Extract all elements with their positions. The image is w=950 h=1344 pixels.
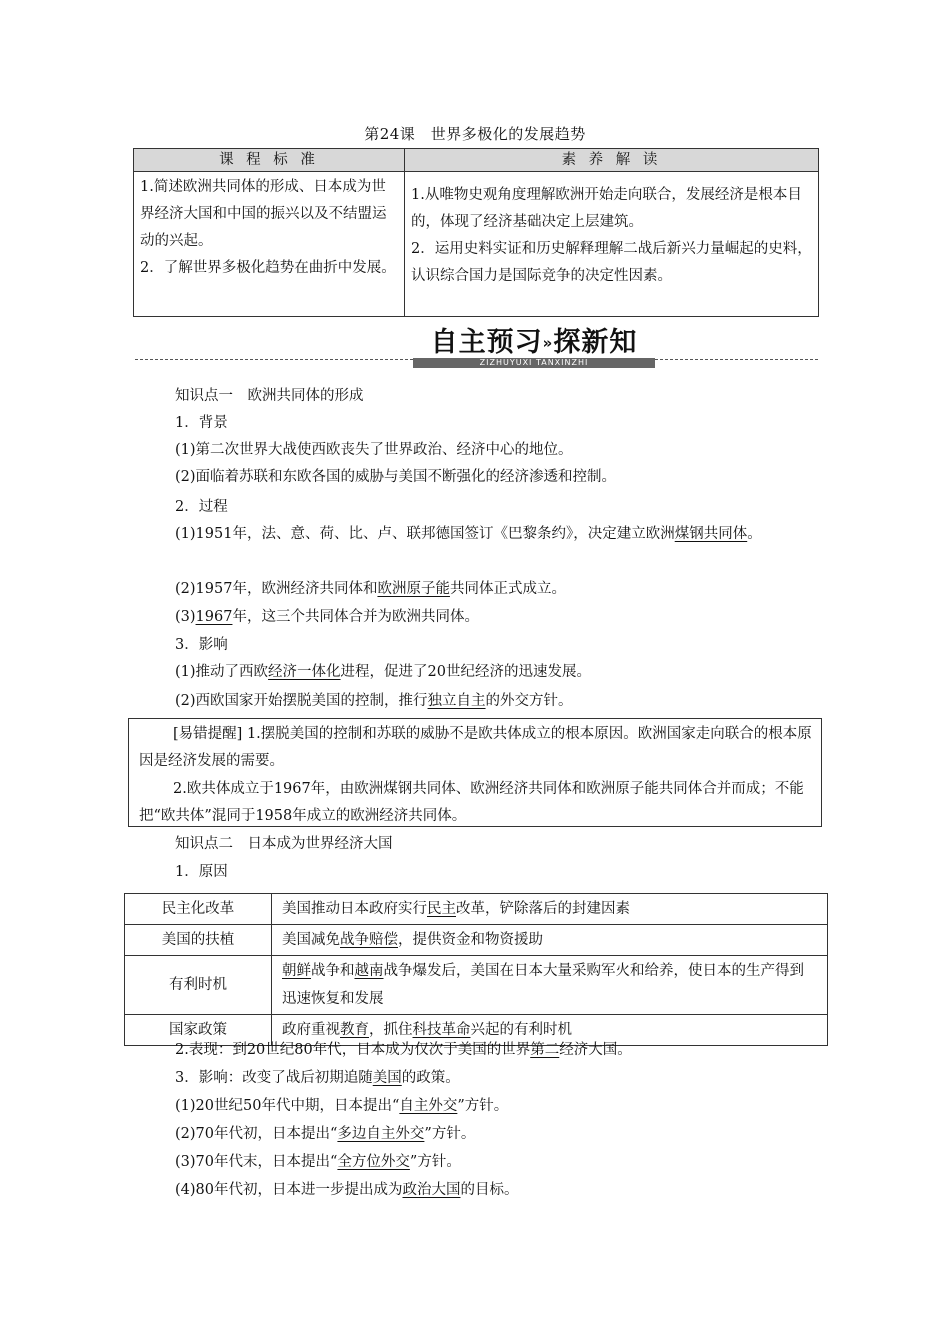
answer-underline: 1967 <box>195 609 233 625</box>
answer-underline: 经济一体化 <box>268 664 341 680</box>
standards-cell <box>134 172 405 317</box>
page-title: 第24课 世界多极化的发展趋势 <box>364 125 586 143</box>
answer-underline: 民主 <box>427 901 456 917</box>
kp1-s3a: (1)推动了西欧经济一体化进程，促进了20世纪经济的迅速发展。 <box>175 664 591 680</box>
kp2-s3c: (3)70年代末，日本提出“全方位外交”方针。 <box>175 1154 461 1170</box>
cause-key: 美国的扶植 <box>125 925 272 956</box>
header-literacy: 素 养 解 读 <box>405 149 819 172</box>
kp1-s2c: (3)1967年，这三个共同体合并为欧洲共同体。 <box>175 609 479 625</box>
cause-value: 朝鲜战争和越南战争爆发后，美国在日本大量采购军火和给养，使日本的生产得到迅速恢复和发展 <box>272 956 828 1015</box>
cause-key: 国家政策 <box>125 1015 272 1046</box>
literacy-2: 2．运用史料实证和历史解释理解二战后新兴力量崛起的史料，认识综合国力是国际竞争的决定性因素。 <box>411 241 812 284</box>
tip-para-2: 2.欧共体成立于1967年，由欧洲煤钢共同体、欧洲经济共同体和欧洲原子能共同体合并而成；不能把“欧共体”混同于1958年成立的欧洲经济共同体。 <box>139 781 804 824</box>
cause-value: 美国推动日本政府实行民主改革，铲除落后的封建因素 <box>272 894 828 925</box>
answer-underline: 多边自主外交 <box>337 1126 425 1142</box>
arrow-icon: » <box>542 334 554 352</box>
answer-underline: 独立自主 <box>427 693 486 709</box>
table-row <box>125 956 828 1015</box>
cause-value: 美国减免战争赔偿，提供资金和物资援助 <box>272 925 828 956</box>
cause-key: 有利时机 <box>125 956 272 1015</box>
banner-pinyin: ZIZHUYUXI TANXINZHI <box>413 358 655 368</box>
kp2-s3a: (1)20世纪50年代中期，日本提出“自主外交”方针。 <box>175 1098 509 1114</box>
header-standards: 课 程 标 准 <box>134 149 405 172</box>
literacy-1: 1.从唯物史观角度理解欧洲开始走向联合，发展经济是根本目的，体现了经济基础决定上层建筑。 <box>411 187 802 230</box>
cause-key: 民主化改革 <box>125 894 272 925</box>
kp1-s1: 1．背景 <box>175 415 228 431</box>
literacy-cell <box>405 172 819 317</box>
answer-underline: 朝鲜 <box>282 963 311 979</box>
table-row <box>125 925 828 956</box>
kp1-s2a: (1)1951年，法、意、荷、比、卢、联邦德国签订《巴黎条约》，决定建立欧洲煤钢共同体。 <box>175 526 762 542</box>
kp1-s3: 3．影响 <box>175 637 228 653</box>
error-reminder-box <box>128 718 822 827</box>
kp1-heading: 知识点一 欧洲共同体的形成 <box>175 388 364 404</box>
answer-underline: 政治大国 <box>402 1182 461 1198</box>
kp2-s3: 3．影响：改变了战后初期追随美国的政策。 <box>175 1070 460 1086</box>
answer-underline: 越南 <box>354 963 384 979</box>
answer-underline: 美国 <box>372 1070 402 1086</box>
standard-1: 1.简述欧洲共同体的形成、日本成为世界经济大国和中国的振兴以及不结盟运动的兴起。 <box>140 179 387 249</box>
answer-underline: 科技革命 <box>412 1022 471 1038</box>
answer-underline: 自主外交 <box>399 1098 458 1114</box>
cause-value: 政府重视教育，抓住科技革命兴起的有利时机 <box>272 1015 828 1046</box>
kp2-s3b: (2)70年代初，日本提出“多边自主外交”方针。 <box>175 1126 476 1142</box>
standard-2: 2．了解世界多极化趋势在曲折中发展。 <box>140 260 396 276</box>
kp2-s3d: (4)80年代初，日本进一步提出成为政治大国的目标。 <box>175 1182 519 1198</box>
kp1-s2b: (2)1957年，欧洲经济共同体和欧洲原子能共同体正式成立。 <box>175 581 566 597</box>
answer-underline: 战争赔偿 <box>340 932 398 948</box>
answer-underline: 欧洲原子能 <box>377 581 450 597</box>
tip-label: [易错提醒] <box>173 726 243 742</box>
tip-para-1: [易错提醒] 1.摆脱美国的控制和苏联的威胁不是欧共体成立的根本原因。欧洲国家走向联合的根本原因是经济发展的需要。 <box>139 726 812 769</box>
kp1-s1a: (1)第二次世界大战使西欧丧失了世界政治、经济中心的地位。 <box>175 442 573 458</box>
table-row <box>125 894 828 925</box>
section-banner <box>135 325 818 369</box>
answer-underline: 第二 <box>530 1042 560 1058</box>
kp2-s2: 2.表现：到20世纪80年代，日本成为仅次于美国的世界第二经济大国。 <box>175 1042 632 1058</box>
kp1-s2: 2．过程 <box>175 499 228 515</box>
answer-underline: 全方位外交 <box>337 1154 410 1170</box>
kp2-s1: 1．原因 <box>175 864 228 880</box>
answer-underline: 教育 <box>340 1022 369 1038</box>
kp2-heading: 知识点二 日本成为世界经济大国 <box>175 836 393 852</box>
banner-title: 自主预习»探新知 <box>430 327 638 358</box>
causes-table <box>124 893 828 1046</box>
kp1-s3b: (2)西欧国家开始摆脱美国的控制，推行独立自主的外交方针。 <box>175 693 573 709</box>
kp1-s1b: (2)面临着苏联和东欧各国的威胁与美国不断强化的经济渗透和控制。 <box>175 469 617 485</box>
answer-underline: 煤钢共同体 <box>674 526 748 542</box>
curriculum-standards-table <box>133 148 819 317</box>
